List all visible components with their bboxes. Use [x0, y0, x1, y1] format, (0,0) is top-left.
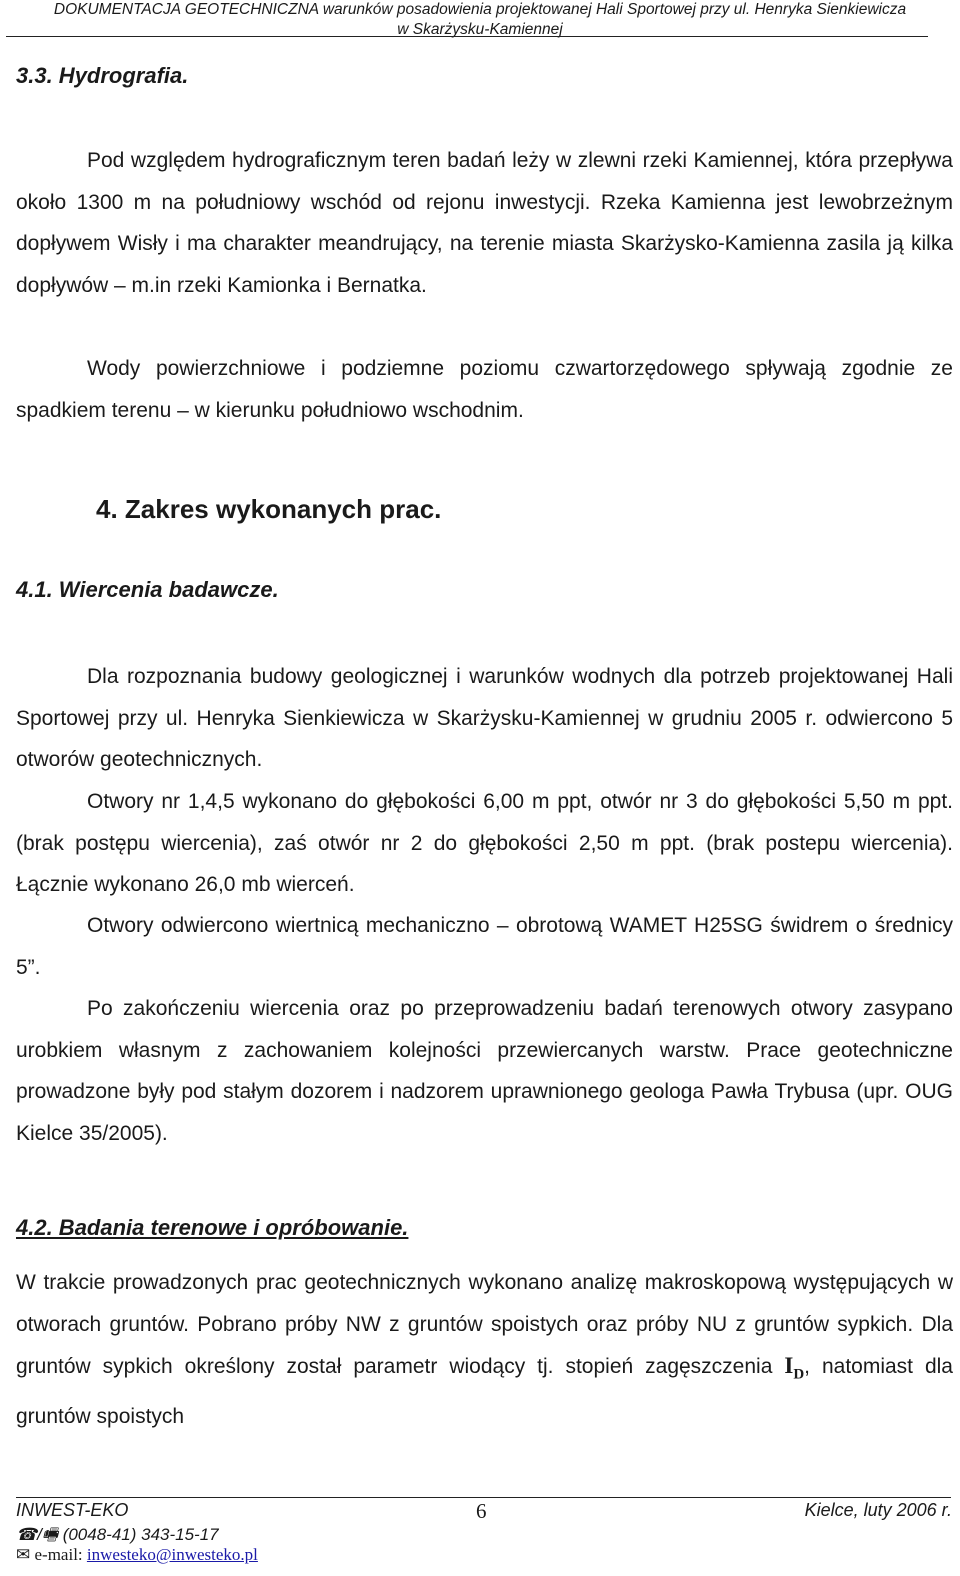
paragraph-wiercenia-3: [16, 905, 953, 988]
paragraph-text-tail: , natomiast dla gruntów spoistych: [16, 1355, 953, 1429]
header-title-line2: w Skarżysku-Kamiennej: [397, 21, 563, 38]
paragraph-text: Otwory odwiercono wiertnicą mechaniczno – obrotową WAMET H25SG świdrem o średnicy 5”.: [16, 914, 953, 979]
paragraph-hydrografia-1: [16, 140, 953, 306]
email-link[interactable]: inwesteko@inwesteko.pl: [86, 1545, 258, 1564]
paragraph-wiercenia-2: [16, 781, 953, 906]
paragraph-text: Po zakończeniu wiercenia oraz po przeprowadzeniu badań terenowych otwory zasypano urobkiem własnym z zachowaniem kolejności przewiercanych warstw. Prace geotechniczne prowadzone były pod stałym dozorem i nadzorem uprawnionego geologa Pawła Trybusa (upr. OUG Kielce 35/2005).: [16, 997, 953, 1145]
page-number: 6: [476, 1499, 487, 1523]
section-heading-wiercenia: 4.1. Wiercenia badawcze.: [16, 577, 279, 602]
footer-place-date: Kielce, luty 2006 r.: [804, 1500, 952, 1520]
footer-company: INWEST-EKO: [16, 1500, 129, 1520]
phone-fax-icon: ☎/🖷: [16, 1525, 58, 1544]
paragraph-badania-1: [16, 1262, 953, 1438]
header-title-line1: DOKUMENTACJA GEOTECHNICZNA warunków posadowienia projektowanej Hali Sportowej przy ul. Henryka Sienkiewicza: [53, 1, 907, 18]
section-heading-badania: 4.2. Badania terenowe i opróbowanie.: [16, 1215, 409, 1240]
phone-number: (0048-41) 343-15-17: [62, 1525, 219, 1544]
density-index-symbol: $I_D$: [784, 1353, 805, 1383]
paragraph-text: Wody powierzchniowe i podziemne poziomu czwartorzędowego spływają zgodnie ze spadkiem terenu – w kierunku południowo wschodnim.: [16, 357, 953, 422]
paragraph-hydrografia-2: [16, 348, 953, 431]
page-header: [0, 0, 960, 40]
chapter-heading-zakres: 4. Zakres wykonanych prac.: [96, 494, 442, 524]
paragraph-wiercenia-4: [16, 988, 953, 1154]
footer-divider: [16, 1497, 951, 1498]
envelope-icon: ✉: [16, 1545, 31, 1564]
section-heading-hydrografia: 3.3. Hydrografia.: [16, 63, 189, 88]
paragraph-wiercenia-1: [16, 656, 953, 781]
paragraph-text: Dla rozpoznania budowy geologicznej i warunków wodnych dla potrzeb projektowanej Hali Sportowej przy ul. Henryka Sienkiewicza w Skarżysku-Kamiennej w grudniu 2005 r. odwiercono 5 otworów geotechnicznych.: [16, 665, 953, 771]
header-divider: [6, 36, 928, 37]
paragraph-text: Otwory nr 1,4,5 wykonano do głębokości 6,00 m ppt, otwór nr 3 do głębokości 5,50 m ppt. (brak postępu wiercenia), zaś otwór nr 2 do głębokości 2,50 m ppt. (brak postepu wiercenia). Łącznie wykonano 26,0 mb wierceń.: [16, 790, 953, 896]
paragraph-text: Pod względem hydrograficznym teren badań leży w zlewni rzeki Kamiennej, która przepływa około 1300 m na południowy wschód od rejonu inwestycji. Rzeka Kamienna jest lewobrzeżnym dopływem Wisły i ma charakter meandrujący, na terenie miasta Skarżysko-Kamienna zasila ją kilka dopływów – m.in rzeki Kamionka i Bernatka.: [16, 149, 953, 297]
footer-email: [16, 1545, 258, 1565]
email-label: e-mail:: [34, 1545, 83, 1564]
paragraph-text: W trakcie prowadzonych prac geotechnicznych wykonano analizę makroskopową występujących w otworach gruntów. Pobrano próby NW z gruntów spoistych oraz próby NU z gruntów sypkich. Dla gruntów sypkich określony został parametr wiodący tj. stopień zagęszczenia: [16, 1271, 953, 1378]
